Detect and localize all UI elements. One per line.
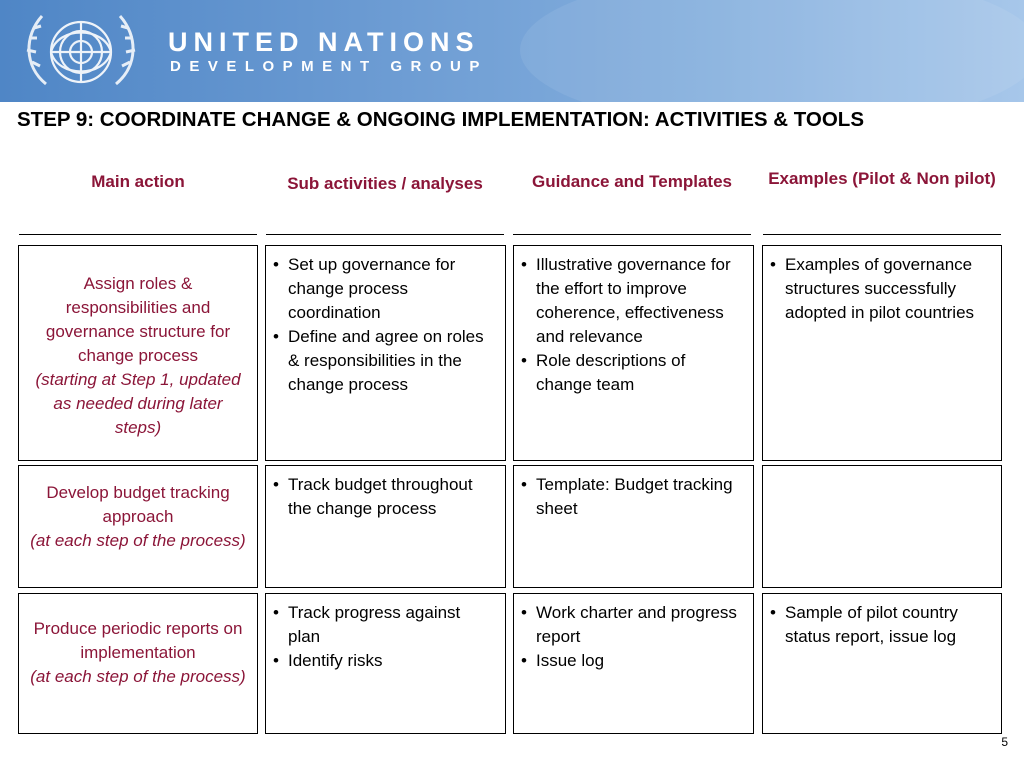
guidance-list (514, 466, 753, 521)
guidance-list (514, 246, 753, 397)
examples-list (763, 594, 1001, 649)
main-action-cell (18, 245, 258, 461)
list-item: • Track budget throughout the change process (288, 473, 497, 521)
examples-list (763, 246, 1001, 325)
sub-activities-cell (265, 593, 506, 734)
list-item: • Define and agree on roles & responsibilities in the change process (288, 325, 497, 397)
main-action-text: Develop budget tracking approach (46, 483, 230, 526)
examples-cell (762, 593, 1002, 734)
brand-name: UNITED NATIONS (168, 27, 480, 57)
examples-cell (762, 245, 1002, 461)
page-number: 5 (1001, 735, 1008, 749)
un-emblem-icon (18, 6, 144, 98)
main-action-note: (at each step of the process) (30, 531, 246, 550)
examples-cell (762, 465, 1002, 588)
list-item: • Template: Budget tracking sheet (536, 473, 745, 521)
sub-activities-list (266, 594, 505, 673)
list-item: • Work charter and progress report (536, 601, 745, 649)
list-item: • Set up governance for change process coordination (288, 253, 497, 325)
column-header-examples: Examples (Pilot & Non pilot) (768, 169, 996, 188)
main-action-cell (18, 593, 258, 734)
list-item: • Issue log (536, 649, 745, 673)
header-rule (513, 234, 751, 235)
brand-subtitle: DEVELOPMENT GROUP (170, 58, 488, 75)
main-action-text: Assign roles & responsibilities and governance structure for change process (45, 274, 231, 365)
guidance-cell (513, 245, 754, 461)
list-item: • Identify risks (288, 649, 497, 673)
list-item: • Role descriptions of change team (536, 349, 745, 397)
main-action-text: Produce periodic reports on implementation (33, 619, 243, 662)
banner-watermark (520, 0, 1024, 102)
guidance-list (514, 594, 753, 673)
sub-activities-list (266, 246, 505, 397)
sub-activities-list (266, 466, 505, 521)
list-item: • Sample of pilot country status report, issue log (785, 601, 993, 649)
sub-activities-cell (265, 465, 506, 588)
header-rule (19, 234, 257, 235)
list-item: • Track progress against plan (288, 601, 497, 649)
list-item: • Examples of governance structures successfully adopted in pilot countries (785, 253, 993, 325)
guidance-cell (513, 465, 754, 588)
main-action-note: (starting at Step 1, updated as needed during later steps) (35, 370, 241, 437)
list-item: • Illustrative governance for the effort to improve coherence, effectiveness and relevance (536, 253, 745, 349)
column-header-guidance: Guidance and Templates (532, 172, 732, 191)
column-header-main-action: Main action (91, 172, 185, 191)
sub-activities-cell (265, 245, 506, 461)
header-rule (266, 234, 504, 235)
column-header-sub-activities: Sub activities / analyses (287, 174, 483, 193)
main-action-note: (at each step of the process) (30, 667, 246, 686)
header-rule (763, 234, 1001, 235)
header-banner (0, 0, 1024, 102)
slide-title: STEP 9: COORDINATE CHANGE & ONGOING IMPLEMENTATION: ACTIVITIES & TOOLS (17, 108, 864, 131)
guidance-cell (513, 593, 754, 734)
main-action-cell (18, 465, 258, 588)
